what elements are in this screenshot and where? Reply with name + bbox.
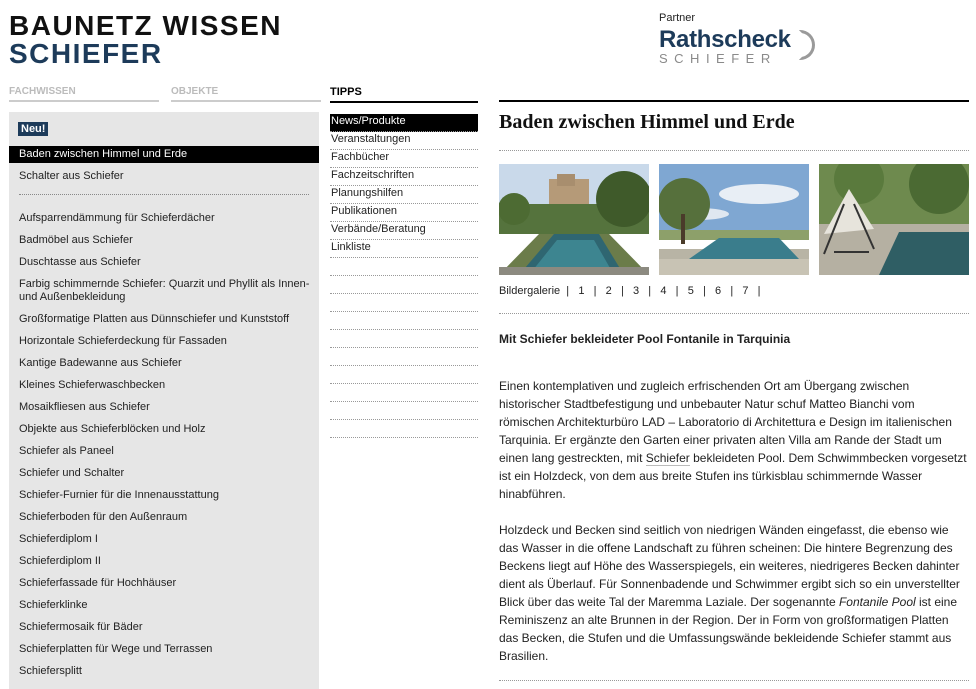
gallery-sep: | [751,285,761,297]
sidebar-item-schalter[interactable]: Schalter aus Schiefer [19,170,124,182]
sidebar-list [19,212,314,687]
gallery-page[interactable]: 1 [578,285,585,297]
tipps-list [330,114,478,438]
sidebar-item[interactable]: Schieferplatten für Wege und Terrassen [19,643,213,655]
para2-italic: Fontanile Pool [838,595,916,609]
gallery-sep: | [642,285,658,297]
para2-text-b: ist eine Reminiszenz an alte Brunnen in der Region. Der in Form von großformatigen Platten das Becken, die Stufen und die Umfassungswände bekleidende Schiefer stammt aus Brasilien. [499,595,958,663]
tipps-empty-row [330,258,478,276]
gallery-page[interactable]: 6 [715,285,722,297]
tipps-item-publikationen[interactable]: Publikationen [330,204,478,222]
article-title: Baden zwischen Himmel und Erde [499,111,795,133]
gallery-page[interactable]: 5 [687,285,694,297]
gallery-sep: | [696,285,712,297]
photo-1[interactable] [499,164,649,275]
sidebar-item[interactable]: Badmöbel aus Schiefer [19,234,133,246]
tab-objekte[interactable]: OBJEKTE [171,86,321,102]
partner-label: Partner [659,12,696,24]
gallery-page[interactable]: 2 [605,285,612,297]
tipps-item-fachbuecher[interactable]: Fachbücher [330,150,478,168]
gallery-nav [499,285,761,297]
sidebar-item[interactable]: Schieferfassade für Hochhäuser [19,577,177,589]
gallery-page[interactable]: 3 [633,285,640,297]
gallery-sep: | [614,285,630,297]
gallery-label[interactable]: Bildergalerie [499,285,561,297]
tipps-empty-row [330,402,478,420]
photo-3[interactable] [819,164,969,275]
tipps-empty-row [330,330,478,348]
article-paragraph-2 [499,521,969,665]
sidebar-item[interactable]: Objekte aus Schieferblöcken und Holz [19,423,206,435]
tipps-empty-row [330,366,478,384]
schiefer-link[interactable]: Schiefer [645,451,690,465]
tipps-item-fachzeitschriften[interactable]: Fachzeitschriften [330,168,478,186]
partner-block [659,12,819,68]
article-subheading: Mit Schiefer bekleideter Pool Fontanile in Tarquinia [499,332,791,346]
article-paragraph-1 [499,377,969,503]
gallery-page[interactable]: 7 [742,285,749,297]
partner-logo-sub: SCHIEFER [659,51,777,66]
sidebar-item[interactable]: Schieferdiplom I [19,533,98,545]
section-tabs [9,86,321,102]
para1-text-b: bekleideten Pool. Dem Schwimmbecken vorgesetzt ist ein Holzdeck, von dem aus breite Stufen ins türkisblau schimmernde Wasser hinabführen. [499,451,967,501]
partner-logo-word: Rathscheck [659,26,791,53]
sidebar-item[interactable]: Großformatige Platten aus Dünnschiefer und Kunststoff [19,313,290,325]
sidebar-item[interactable]: Aufsparrendämmung für Schieferdächer [19,212,215,224]
tipps-item-linkliste[interactable]: Linkliste [330,240,478,258]
tab-fachwissen[interactable]: FACHWISSEN [9,86,159,102]
divider [499,313,969,314]
sidebar-divider [19,194,309,195]
sidebar-item[interactable]: Mosaikfliesen aus Schiefer [19,401,150,413]
sidebar-item[interactable]: Schiefer und Schalter [19,467,125,479]
sidebar-item[interactable]: Schiefer-Furnier für die Innenausstattung [19,489,219,501]
tipps-item-veranstaltungen[interactable]: Veranstaltungen [330,132,478,150]
gallery-sep: | [724,285,740,297]
sidebar-item[interactable]: Schieferboden für den Außenraum [19,511,188,523]
logo-line-2: SCHIEFER [9,38,163,69]
tipps-empty-row [330,294,478,312]
tipps-heading: TIPPS [330,86,478,103]
tipps-empty-row [330,348,478,366]
sidebar-item[interactable]: Farbig schimmernde Schiefer: Quarzit und Phyllit als Innen- und Außenbekleidung [19,278,310,303]
sidebar-item[interactable]: Duschtasse aus Schiefer [19,256,141,268]
tipps-item-verbaende[interactable]: Verbände/Beratung [330,222,478,240]
gallery-sep: | [669,285,685,297]
article-top-rule [499,100,969,102]
site-logo[interactable] [9,12,282,68]
photo-2[interactable] [659,164,809,275]
para2-text-a: Holzdeck und Becken sind seitlich von niedrigen Wänden eingefasst, die ebenso wie das Wasser in die offene Landschaft zu führen scheinen: Die hintere Begrenzung des Beckens liegt auf Höhe des Wasserspiegels, ein weiteres, niedrigeres Becken dahinter dient als Überlauf. Für Sonnenbadende und Schwimmer ergibt sich so ein unverstellter Blick über das weite Tal der Maremma Laziale. Der sogenannte [499,523,960,609]
divider [499,680,969,681]
divider [499,150,969,151]
sidebar-item[interactable]: Schieferklinke [19,599,88,611]
tipps-empty-row [330,384,478,402]
partner-logo[interactable] [659,28,819,68]
sidebar-item[interactable]: Schieferdiplom II [19,555,101,567]
tipps-empty-row [330,420,478,438]
sidebar-item[interactable]: Kleines Schieferwaschbecken [19,379,166,391]
sidebar-item-active[interactable]: Baden zwischen Himmel und Erde [9,146,319,163]
tipps-empty-row [330,312,478,330]
tipps-item-planungshilfen[interactable]: Planungshilfen [330,186,478,204]
sidebar-item[interactable]: Horizontale Schieferdeckung für Fassaden [19,335,227,347]
gallery-page[interactable]: 4 [660,285,667,297]
sidebar-item[interactable]: Schiefersplitt [19,665,82,677]
gallery-sep: | [563,285,576,297]
sidebar-item[interactable]: Schiefermosaik für Bäder [19,621,143,633]
photo-strip [499,164,969,275]
logo-line-1: BAUNETZ WISSEN [9,10,282,41]
sidebar-item[interactable]: Schiefer als Paneel [19,445,114,457]
tipps-empty-row [330,276,478,294]
sidebar [9,112,319,689]
sidebar-item[interactable]: Kantige Badewanne aus Schiefer [19,357,182,369]
new-badge: Neu! [18,122,48,136]
tipps-item-news[interactable]: News/Produkte [330,114,478,132]
gallery-sep: | [587,285,603,297]
para1-text-a: Einen kontemplativen und zugleich erfrischenden Ort am Übergang zwischen historischer Stadtbefestigung und unbebauter Natur schuf Matteo Bianchi vom römischen Architekturbüro LAD – Laboratorio di Architettura e Design im italienischen Tarquinia. Er ergänzte den Garten einer privaten alten Villa am Rande der Stadt um einen lang gestreckten, mit [499,379,952,465]
